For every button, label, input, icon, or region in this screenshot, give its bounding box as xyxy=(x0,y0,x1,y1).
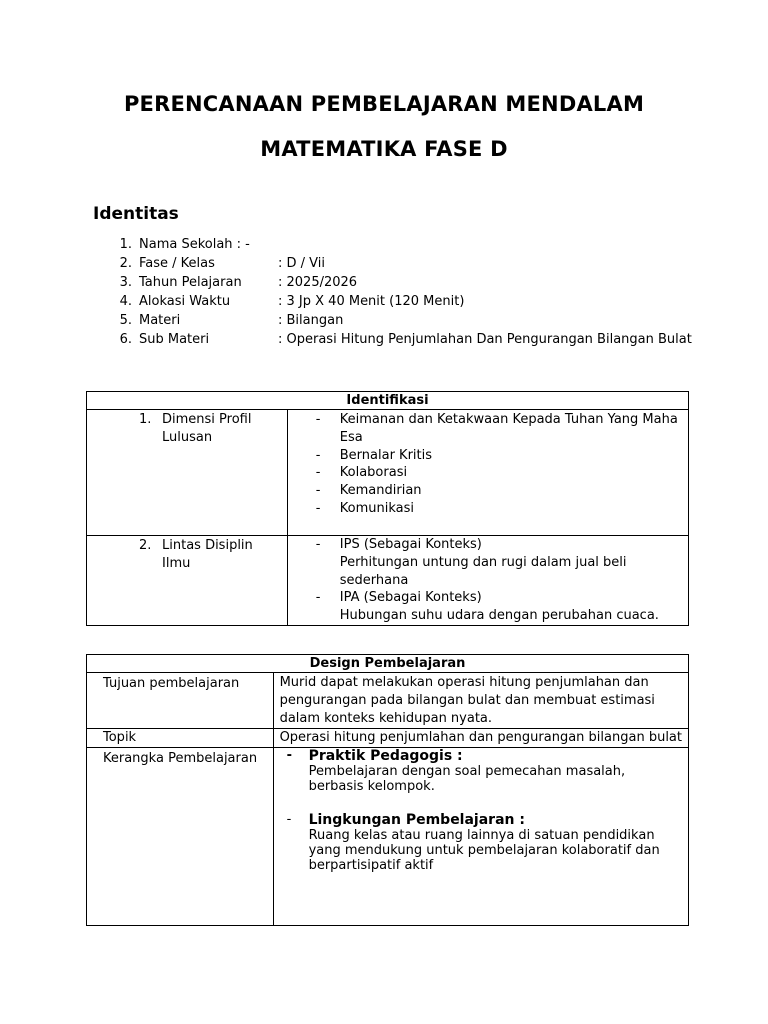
lintas-list-2 xyxy=(288,589,688,607)
dash-bullet: - xyxy=(315,447,321,463)
tujuan-label: Tujuan pembelajaran xyxy=(87,673,274,729)
list-item xyxy=(288,447,678,465)
list-item xyxy=(288,482,678,500)
document-title: PERENCANAAN PEMBELAJARAN MENDALAM xyxy=(123,92,645,116)
lintas-values-cell xyxy=(287,536,688,626)
topik-value: Operasi hitung penjumlahan dan pengurangan bilangan bulat xyxy=(273,729,688,748)
item-number: 6. xyxy=(119,332,132,347)
identitas-item xyxy=(0,275,768,294)
list-item xyxy=(288,589,678,607)
dash-bullet: - xyxy=(315,500,321,516)
lingkungan-title: Lingkungan Pembelajaran : xyxy=(308,812,525,828)
dimensi-label-line1: Dimensi Profil xyxy=(162,412,252,427)
list-item-text: Kolaborasi xyxy=(339,465,408,481)
list-item xyxy=(288,411,678,447)
item-label: Tahun Pelajaran xyxy=(139,275,242,290)
identitas-item xyxy=(0,256,768,275)
list-item xyxy=(288,464,678,482)
identifikasi-table xyxy=(86,391,689,626)
dash-bullet: - xyxy=(315,412,321,427)
identitas-item xyxy=(0,237,768,256)
praktik-block xyxy=(274,748,680,794)
row-number: 1. xyxy=(139,412,152,427)
dash-bullet: - xyxy=(286,812,292,827)
lintas-label-line2: Ilmu xyxy=(162,556,191,571)
lingkungan-text: Ruang kelas atau ruang lainnya di satuan pendidikan yang mendukung untuk pembelajaran kolaboratif dan berpartisipatif aktif xyxy=(308,828,660,873)
lintas-list xyxy=(288,536,688,554)
item-number: 1. xyxy=(119,237,132,252)
row-number: 2. xyxy=(139,538,152,553)
dimensi-list xyxy=(288,410,688,518)
list-item-text: IPA (Sebagai Konteks) xyxy=(339,590,482,606)
dash-bullet: - xyxy=(315,465,321,481)
dimensi-label-cell xyxy=(87,410,288,536)
item-label: Fase / Kelas xyxy=(139,256,215,271)
dash-bullet: - xyxy=(315,590,321,606)
document-subtitle: MATEMATIKA FASE D xyxy=(260,137,508,161)
item-label: Materi xyxy=(139,313,181,328)
list-item-detail: Hubungan suhu udara dengan perubahan cuaca. xyxy=(339,608,659,624)
tujuan-value: Murid dapat melakukan operasi hitung penjumlahan dan pengurangan pada bilangan bulat dan membuat estimasi dalam konteks kehidupan nyata. xyxy=(273,673,688,729)
list-item xyxy=(288,536,678,554)
item-number: 4. xyxy=(119,294,132,309)
list-item-text: Kemandirian xyxy=(339,483,422,499)
identitas-heading: Identitas xyxy=(93,204,179,224)
dash-bullet: - xyxy=(315,537,321,552)
item-value: : 2025/2026 xyxy=(278,275,358,290)
dash-bullet: - xyxy=(286,748,292,763)
item-number: 3. xyxy=(119,275,132,290)
list-item-text: Keimanan dan Ketakwaan Kepada Tuhan Yang Maha Esa xyxy=(339,412,678,445)
item-label: Nama Sekolah : - xyxy=(139,237,250,252)
item-number: 5. xyxy=(119,313,132,328)
lintas-label-cell xyxy=(87,536,288,626)
design-table xyxy=(86,654,689,926)
praktik-title: Praktik Pedagogis : xyxy=(308,748,463,764)
list-item xyxy=(288,500,678,518)
lintas-label-line1: Lintas Disiplin xyxy=(162,538,253,553)
praktik-text: Pembelajaran dengan soal pemecahan masalah, berbasis kelompok. xyxy=(308,764,626,794)
item-value: : Operasi Hitung Penjumlahan Dan Pengurangan Bilangan Bulat xyxy=(278,332,692,347)
list-item-detail: Perhitungan untung dan rugi dalam jual beli sederhana xyxy=(339,554,627,588)
item-number: 2. xyxy=(119,256,132,271)
dash-bullet: - xyxy=(315,483,321,499)
item-value: : Bilangan xyxy=(278,313,344,328)
identitas-item xyxy=(0,313,768,332)
topik-label: Topik xyxy=(87,729,274,748)
identitas-item xyxy=(0,332,768,351)
design-heading: Design Pembelajaran xyxy=(87,655,689,673)
list-item-text: Komunikasi xyxy=(339,500,415,516)
list-item-text: Bernalar Kritis xyxy=(339,447,433,463)
dimensi-values-cell xyxy=(287,410,688,536)
kerangka-label: Kerangka Pembelajaran xyxy=(87,748,274,926)
dimensi-label-line2: Lulusan xyxy=(162,430,213,445)
identifikasi-heading: Identifikasi xyxy=(87,392,689,410)
item-label: Alokasi Waktu xyxy=(139,294,231,309)
item-value: : D / Vii xyxy=(278,256,325,271)
kerangka-cell xyxy=(273,748,688,926)
identitas-item xyxy=(0,294,768,313)
lingkungan-block xyxy=(274,812,680,873)
list-item-text: IPS (Sebagai Konteks) xyxy=(339,537,482,552)
item-label: Sub Materi xyxy=(139,332,210,347)
item-value: : 3 Jp X 40 Menit (120 Menit) xyxy=(278,294,465,309)
